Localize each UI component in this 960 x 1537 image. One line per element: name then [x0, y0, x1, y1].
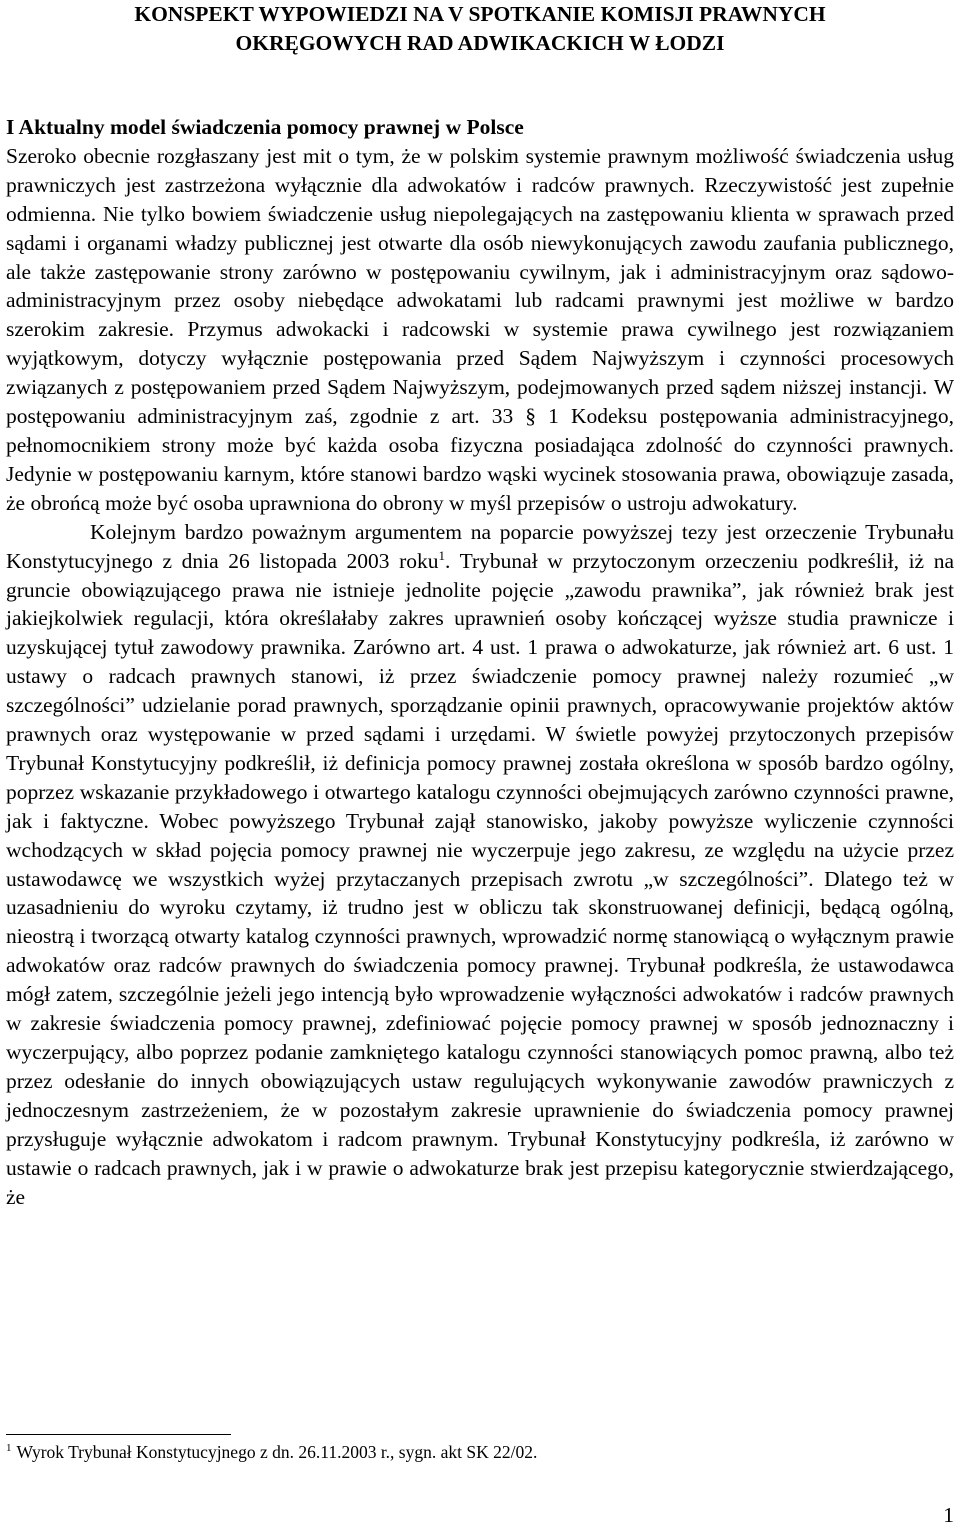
document-title-line-1: KONSPEKT WYPOWIEDZI NA V SPOTKANIE KOMISJI PRAWNYCH — [134, 2, 826, 26]
document-title — [6, 0, 954, 58]
page-number: 1 — [943, 1503, 954, 1527]
paragraph-2 — [6, 518, 954, 1212]
footnote — [6, 1440, 906, 1464]
document-body — [6, 113, 954, 1211]
footnote-reference[interactable]: 1 — [438, 547, 446, 563]
page-content — [6, 0, 954, 1211]
document-title-line-2: OKRĘGOWYCH RAD ADWIKACKICH W ŁODZI — [235, 31, 725, 55]
paragraph-2-text-start: Kolejnym bardzo poważnym argumentem na poparcie powyższej tezy jest orzeczenie Trybunału Konstytucyjnego z dnia 26 listopada 2003 roku — [6, 519, 954, 573]
footnote-text: Wyrok Trybunał Konstytucyjnego z dn. 26.11.2003 r., sygn. akt SK 22/02. — [16, 1442, 538, 1462]
footnote-number: 1 — [6, 1442, 12, 1455]
paragraph-1: Szeroko obecnie rozgłaszany jest mit o tym, że w polskim systemie prawnym możliwość świadczenia usług prawniczych jest zastrzeżona wyłącznie dla adwokatów i radców prawnych. Rzeczywistość jest zupełnie odmienna. Nie tylko bowiem świadczenie usług niepolegających na zastępowaniu klienta w sprawach przed sądami i organami władzy publicznej jest otwarte dla osób niewykonujących zawodu zaufania publicznego, ale także zastępowanie strony zarówno w postępowaniu cywilnym, jak i administracyjnym oraz sądowo-administracyjnym przez osoby niebędące adwokatami lub radcami prawnymi jest możliwe w bardzo szerokim zakresie. Przymus adwokacki i radcowski w systemie prawa cywilnego jest rozwiązaniem wyjątkowym, dotyczy wyłącznie postępowania przed Sądem Najwyższym i czynności procesowych związanych z postępowaniem przed Sądem Najwyższym, podejmowanych przed sądem niższej instancji. W postępowaniu administracyjnym zaś, zgodnie z art. 33 § 1 Kodeksu postępowania administracyjnego, pełnomocnikiem strony może być każda osoba fizyczna posiadająca zdolność do czynności prawnych. Jedynie w postępowaniu karnym, które stanowi bardzo wąski wycinek stosowania prawa, obowiązuje zasada, że obrońcą może być osoba uprawniona do obrony w myśl przepisów o ustroju adwokatury. — [6, 143, 954, 515]
paragraph-2-text-end: . Trybunał w przytoczonym orzeczeniu podkreślił, iż na gruncie obowiązującego prawa nie istnieje jednolite pojęcie „zawodu prawnika”, jak również brak jest jakiejkolwiek regulacji, która określałaby zakres uprawnień osoby kończącej wyższe studia prawnicze i uzyskującej tytuł zawodowy prawnika. Zarówno art. 4 ust. 1 prawa o adwokaturze, jak również art. 6 ust. 1 ustawy o radcach prawnych stanowi, iż przez świadczenie pomocy prawnej należy rozumieć „w szczególności” udzielanie porad prawnych, sporządzanie opinii prawnych, opracowywanie projektów aktów prawnych oraz występowanie w przed sądami i urzędami. W świetle powyżej przytoczonych przepisów Trybunał Konstytucyjny podkreślił, iż definicja pomocy prawnej została określona w sposób bardzo ogólny, poprzez wskazanie przykładowego i otwartego katalogu czynności obejmujących zarówno czynności prawne, jak i faktyczne. Wobec powyższego Trybunał zajął stanowisko, jakoby powyższe wyliczenie czynności wchodzących w skład pojęcia pomocy prawnej nie wyczerpuje jego zakresu, ze względu na użycie przez ustawodawcę we wszystkich wyżej przytaczanych przepisach zwrotu „w szczególności”. Dlatego też w uzasadnieniu do wyroku czytamy, iż trudno jest w obliczu tak skonstruowanej definicji, będącą ogólną, nieostrą i tworzącą otwarty katalog czynności prawnych, wprowadzić normę stanowiącą o wyłącznym prawie adwokatów oraz radców prawnych do świadczenia pomocy prawnej. Trybunał podkreśla, że ustawodawca mógł zatem, szczególnie jeżeli jego intencją było wprowadzenie wyłączności adwokatów i radców prawnych w zakresie świadczenia pomocy prawnej, zdefiniować pojęcie pomocy prawnej w sposób jednoznaczny i wyczerpujący, albo poprzez podanie zamkniętego katalogu czynności stanowiących pomoc prawną, albo też przez odesłanie do innych obowiązujących ustaw regulujących wykonywanie zawodów prawniczych z jednoczesnym zastrzeżeniem, że w pozostałym zakresie uprawnienie do świadczenia pomocy prawnej przysługuje wyłącznie adwokatom i radcom prawnym. Trybunał Konstytucyjny podkreśla, iż zarówno w ustawie o radcach prawnych, jak i w prawie o adwokaturze brak jest przepisu kategorycznie stwierdzającego, że — [6, 548, 954, 1209]
section-heading: I Aktualny model świadczenia pomocy prawnej w Polsce — [6, 115, 524, 139]
footnote-separator — [6, 1434, 231, 1435]
